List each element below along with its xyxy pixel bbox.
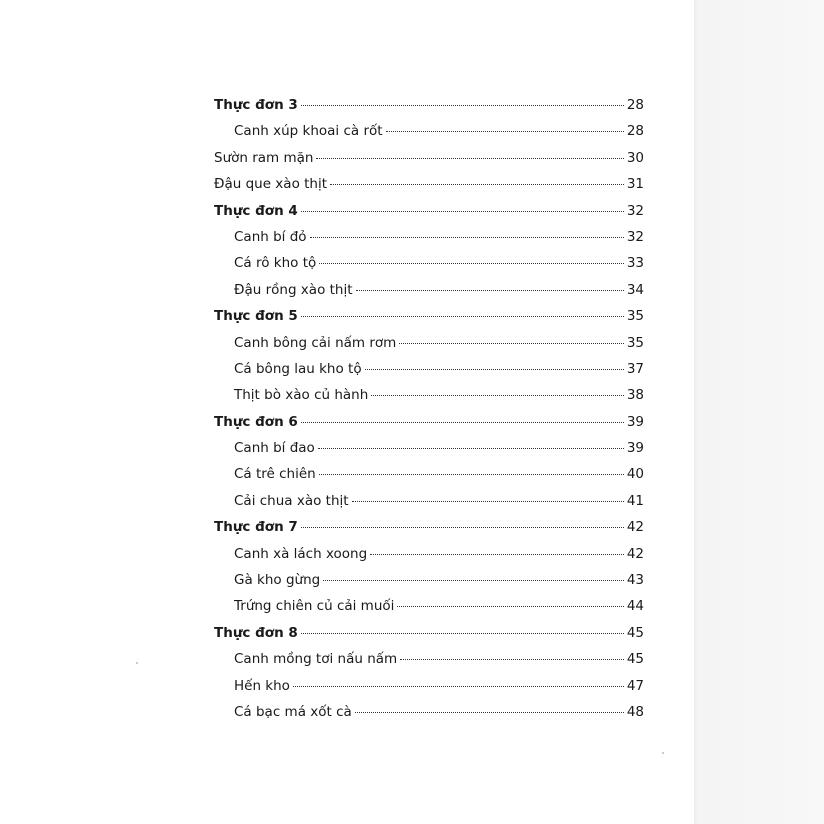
toc-entry-label: Thực đơn 5 [214, 308, 298, 325]
toc-page-number: 42 [626, 519, 644, 536]
toc-page-number: 42 [626, 545, 644, 562]
toc-entry-label: Canh bông cải nấm rơm [234, 334, 397, 351]
dot-leader [400, 659, 624, 660]
toc-page-number: 35 [626, 308, 644, 325]
toc-entry-label: Canh xúp khoai cà rốt [234, 123, 383, 140]
toc-entry [214, 440, 644, 466]
toc-entry-label: Cá bông lau kho tộ [234, 360, 362, 377]
toc-page-number: 48 [626, 703, 644, 720]
toc-entry-label: Canh xà lách xoong [234, 545, 368, 562]
dot-leader [355, 712, 624, 713]
toc-page-number: 38 [626, 387, 644, 404]
dot-leader [370, 554, 624, 555]
toc-page-number: 34 [626, 281, 644, 298]
toc-entry [214, 493, 644, 519]
toc-entry-label: Canh bí đỏ [234, 228, 307, 245]
toc-entry [214, 598, 644, 624]
toc-entry [214, 335, 644, 361]
dot-leader [319, 474, 624, 475]
toc-entry [214, 123, 644, 149]
dot-leader [301, 422, 624, 423]
dot-leader [301, 105, 624, 106]
speck-mark [662, 752, 664, 754]
toc-section-heading [214, 519, 644, 545]
dot-leader [399, 343, 624, 344]
toc-page-number: 35 [626, 334, 644, 351]
dot-leader [318, 448, 624, 449]
toc-entry [214, 546, 644, 572]
toc-entry [214, 704, 644, 730]
toc-entry-label: Thực đơn 6 [214, 413, 298, 430]
dot-leader [356, 290, 624, 291]
dot-leader [330, 184, 624, 185]
toc-entry [214, 361, 644, 387]
toc-page-number: 31 [626, 176, 644, 193]
toc-entry-label: Sườn ram mặn [214, 149, 314, 166]
toc-entry-label: Canh mồng tơi nấu nấm [234, 651, 398, 668]
toc-section-heading [214, 203, 644, 229]
dot-leader [319, 263, 624, 264]
table-of-contents [214, 97, 644, 730]
toc-entry-label: Cá rô kho tộ [234, 255, 317, 272]
toc-page-number: 37 [626, 360, 644, 377]
dot-leader [301, 633, 624, 634]
toc-entry [214, 255, 644, 281]
toc-page-number: 45 [626, 624, 644, 641]
toc-entry [214, 229, 644, 255]
speck-mark [136, 662, 138, 664]
dot-leader [310, 237, 624, 238]
toc-entry [214, 572, 644, 598]
toc-page-number: 39 [626, 413, 644, 430]
toc-section-heading [214, 414, 644, 440]
toc-entry [214, 150, 644, 176]
dot-leader [371, 395, 624, 396]
toc-page-number: 33 [626, 255, 644, 272]
toc-section-heading [214, 625, 644, 651]
toc-entry-label: Cá trê chiên [234, 466, 316, 483]
toc-section-heading [214, 97, 644, 123]
toc-entry-label: Đậu rồng xào thịt [234, 281, 353, 298]
toc-page-number: 41 [626, 492, 644, 509]
toc-entry [214, 387, 644, 413]
toc-page-number: 30 [626, 149, 644, 166]
toc-entry-label: Hến kho [234, 677, 290, 694]
toc-entry-label: Đậu que xào thịt [214, 176, 328, 193]
dot-leader [352, 501, 624, 502]
toc-page-number: 39 [626, 440, 644, 457]
toc-page-number: 32 [626, 202, 644, 219]
toc-entry-label: Thực đơn 3 [214, 97, 298, 113]
toc-entry-label: Trứng chiên củ cải muối [234, 598, 395, 615]
dot-leader [301, 316, 624, 317]
toc-entry [214, 678, 644, 704]
dot-leader [316, 158, 624, 159]
toc-entry [214, 282, 644, 308]
toc-entry-label: Thực đơn 4 [214, 202, 298, 219]
toc-entry-label: Thịt bò xào củ hành [234, 387, 369, 404]
toc-entry-label: Cá bạc má xốt cà [234, 703, 352, 720]
dot-leader [301, 211, 624, 212]
toc-section-heading [214, 308, 644, 334]
dot-leader [301, 527, 624, 528]
toc-entry [214, 176, 644, 202]
dot-leader [323, 580, 624, 581]
toc-entry-label: Thực đơn 7 [214, 519, 298, 536]
toc-page-number: 43 [626, 572, 644, 589]
dot-leader [365, 369, 624, 370]
toc-page-number: 45 [626, 651, 644, 668]
page-edge-shadow [694, 0, 824, 824]
toc-page-number: 32 [626, 228, 644, 245]
toc-entry-label: Canh bí đao [234, 440, 315, 457]
toc-page-number: 44 [626, 598, 644, 615]
toc-page-number: 40 [626, 466, 644, 483]
toc-entry [214, 466, 644, 492]
toc-entry-label: Thực đơn 8 [214, 624, 298, 641]
toc-entry [214, 651, 644, 677]
toc-page-number: 47 [626, 677, 644, 694]
dot-leader [397, 606, 624, 607]
toc-page-number: 28 [626, 97, 644, 113]
dot-leader [293, 686, 624, 687]
toc-page-number: 28 [626, 123, 644, 140]
toc-entry-label: Cải chua xào thịt [234, 492, 349, 509]
dot-leader [386, 131, 624, 132]
toc-entry-label: Gà kho gừng [234, 572, 321, 589]
